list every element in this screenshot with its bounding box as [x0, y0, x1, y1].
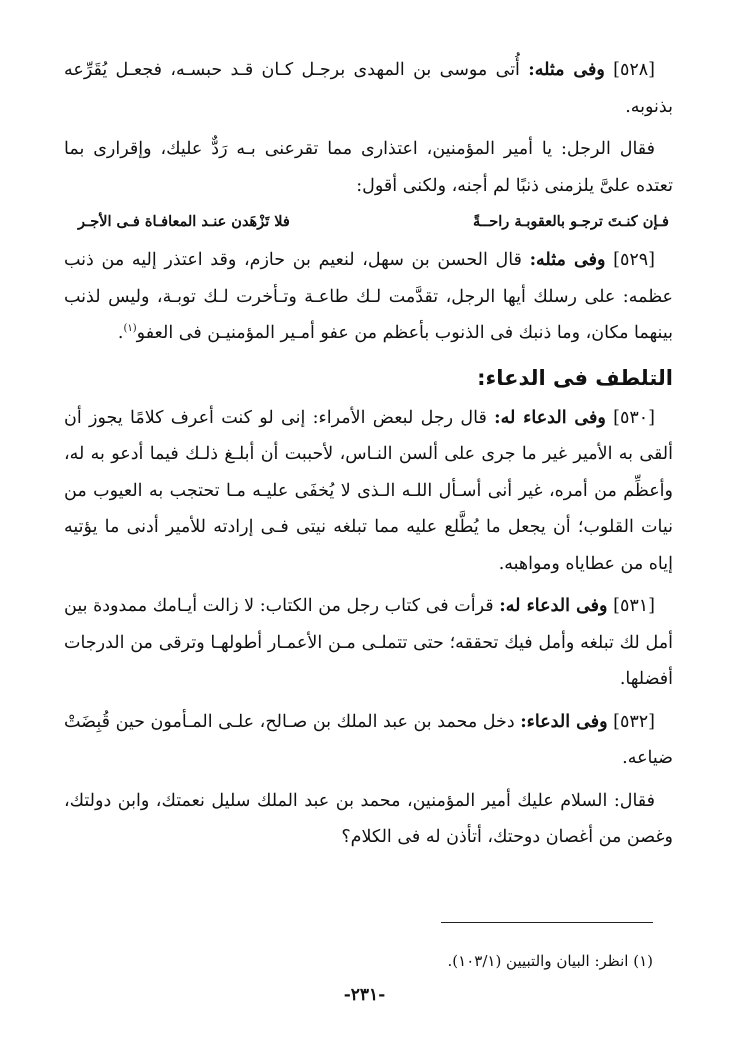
- main-text: [64, 52, 673, 862]
- entry-532-reply: [64, 783, 673, 856]
- entry-lead: وفى الدعاء له:: [499, 596, 608, 616]
- entry-528: [64, 52, 673, 125]
- verse-hemistich-second: فلا تَزْهَدن عنـد المعافـاة فـى الأجـر: [78, 213, 290, 230]
- entry-tail: .: [117, 323, 124, 343]
- entry-text: فقال: السلام عليك أمير المؤمنين، محمد بن عبد الملك سليل نعمتك، وابن دولتك، وغصن من أغصان دوحتك، أتأذن له فى الكلام؟: [64, 790, 673, 847]
- entry-532: [64, 704, 673, 777]
- entry-lead: وفى الدعاء:: [520, 711, 608, 732]
- entry-number: [٥٣٠]: [613, 407, 655, 428]
- entry-text: قال رجل لبعض الأمراء: إنى لو كنت أعرف كلامًا يجوز أن ألقى به الأمير غير ما جرى على ألسن النـاس، لأحببت أن أبلـغ ذلـك فيما أدعو به له، وأعظِّم من أمره، غير أنى أسـأل اللـه الـذى لا يُخفَى عليـه مـا تحتجب به العيوب من نيات القلوب؛ أن يجعل ما يُطَّلع عليه مما تبلغه نيتى فـى إرادته للأمير أدنى ما يؤتيه إياه من عطاياه ومواهبه.: [64, 407, 673, 574]
- entry-text: قرأت فى كتاب رجل من الكتاب: لا زالت أيـامك ممدودة بين أمل لك تبلغه وأمل فيك تحققه؛ حتى تتملـى مـن الأعمـار أطولهـا وترقى من الدرجات أفضلها.: [64, 596, 673, 689]
- entry-number: [٥٢٩]: [613, 250, 655, 270]
- entry-number: [٥٣١]: [613, 596, 655, 616]
- entry-528-reply: [64, 131, 673, 204]
- entry-530: [64, 400, 673, 583]
- section-heading: التلطف فى الدعاء:: [477, 365, 673, 390]
- entry-text: أُتى موسى بن المهدى برجـل كـان قـد حبسـه، فجعـل يُقَرِّعه بذنوبه.: [64, 60, 673, 117]
- entry-531: [64, 588, 673, 698]
- entry-lead: وفى الدعاء له:: [494, 407, 606, 428]
- entry-529: [64, 242, 673, 352]
- page-number: -٢٣١-: [343, 985, 386, 1005]
- entry-text: قال الحسن بن سهل، لنعيم بن حازم، وقد اعتذر إليه من ذنب عظمه: على رسلك أيها الرجل، تقدَّمت لـك طاعـة وتـأخرت لـك توبـة، وليس لذنب بينهما مكان، وما ذنبك فى الذنوب بأعظم من عفو أمـير المؤمنيـن فى العفو: [64, 250, 673, 343]
- footnote-divider: [441, 922, 653, 923]
- footnote-reference[interactable]: (١): [123, 323, 137, 335]
- entry-number: [٥٣٢]: [613, 711, 655, 732]
- footnote: (١) انظر: البيان والتبيين (١٠٣/١).: [447, 952, 653, 970]
- entry-text: دخل محمد بن عبد الملك بن صـالح، علـى المـأمون حين قُبِضَتْ ضياعه.: [64, 711, 673, 768]
- entry-lead: وفى مثله:: [528, 60, 605, 80]
- verse-hemistich-first: فـإن كنـتَ ترجـو بالعقوبـة راحــةً: [473, 213, 669, 230]
- entry-number: [٥٢٨]: [613, 60, 655, 80]
- entry-lead: وفى مثله:: [529, 250, 606, 270]
- entry-text: فقال الرجل: يا أمير المؤمنين، اعتذارى مما تقرعنى بـه رَدٌّ عليك، وإقرارى بما تعتده علىَّ يلزمنى ذنبًا لم أجنه، ولكنى أقول:: [64, 139, 673, 196]
- poetry-verse: [64, 208, 673, 236]
